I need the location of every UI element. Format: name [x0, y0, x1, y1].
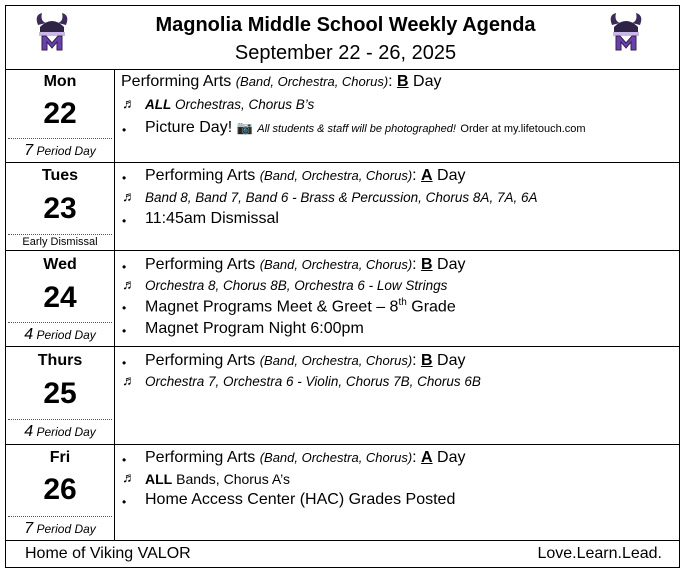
period-label: Period Day	[36, 425, 96, 439]
music-group-line-tues: Band 8, Band 7, Band 6 - Brass & Percussion, Chorus 8A, 7A, 6A	[145, 190, 538, 205]
music-note-icon: ♬	[122, 469, 136, 485]
header-bottom-line	[5, 69, 680, 70]
day-number-mon: 22	[43, 97, 77, 130]
period-count: 7	[24, 520, 34, 537]
agenda-title: Magnolia Middle School Weekly Agenda	[155, 14, 536, 36]
row-divider-mon	[5, 162, 680, 163]
bullet-icon: •	[122, 495, 127, 509]
performing-arts-line-tues: Performing Arts (Band, Orchestra, Chorus): A Day	[145, 167, 466, 184]
border-bottom	[5, 567, 680, 568]
day-number-tues: 23	[43, 192, 77, 225]
footer-top-line	[5, 540, 680, 541]
music-group-line-wed: Orchestra 8, Chorus 8B, Orchestra 6 - Low Strings	[145, 278, 448, 293]
footer-motto-right: Love.Learn.Lead.	[537, 545, 662, 562]
bullet-icon: •	[122, 123, 127, 137]
magnet-meet-greet-line: Magnet Programs Meet & Greet – 8th Grade	[145, 297, 456, 316]
music-note-icon: ♬	[122, 95, 136, 111]
bullet-icon: •	[122, 301, 127, 315]
dotted-sep-wed	[8, 322, 112, 323]
period-count: 4	[24, 326, 34, 343]
magnet-night-line: Magnet Program Night 6:00pm	[145, 320, 364, 337]
period-label: Period Day	[36, 522, 96, 536]
day-number-thurs: 25	[43, 377, 77, 410]
camera-icon: 📷	[236, 120, 253, 135]
performing-arts-line-fri: Performing Arts (Band, Orchestra, Chorus): A Day	[145, 449, 466, 466]
row-divider-thurs	[5, 444, 680, 445]
bullet-icon: •	[122, 260, 127, 274]
music-group-line-thurs: Orchestra 7, Orchestra 6 - Violin, Chorus 7B, Chorus 6B	[145, 374, 481, 389]
day-note-thurs	[6, 423, 114, 441]
dismissal-line: 11:45am Dismissal	[145, 210, 279, 227]
dotted-sep-fri	[8, 516, 112, 517]
music-group-line-mon: ALL Orchestras, Chorus B’s	[145, 97, 315, 112]
day-note-tues: Early Dismissal	[22, 236, 98, 248]
border-right	[679, 5, 680, 568]
agenda-dates: September 22 - 26, 2025	[234, 42, 457, 64]
day-name-mon: Mon	[43, 73, 77, 90]
bullet-icon: •	[122, 171, 127, 185]
performing-arts-line-thurs: Performing Arts (Band, Orchestra, Chorus): B Day	[145, 352, 466, 369]
music-group-line-fri: ALL Bands, Chorus A’s	[145, 471, 290, 487]
day-number-wed: 24	[43, 281, 77, 314]
day-note-wed	[6, 326, 114, 344]
day-name-tues: Tues	[41, 167, 79, 184]
day-name-wed: Wed	[43, 256, 77, 273]
dotted-sep-thurs	[8, 419, 112, 420]
day-name-fri: Fri	[49, 449, 71, 466]
bullet-icon: •	[122, 324, 127, 338]
performing-arts-line-mon: Performing Arts (Band, Orchestra, Chorus): B Day	[121, 73, 442, 90]
bullet-icon: •	[122, 453, 127, 467]
period-label: Period Day	[36, 328, 96, 342]
dotted-sep-tues	[8, 234, 112, 235]
day-column-divider	[114, 69, 115, 541]
bullet-icon: •	[122, 214, 127, 228]
music-note-icon: ♬	[122, 188, 136, 204]
day-name-thurs: Thurs	[37, 352, 83, 369]
day-note-mon	[6, 142, 114, 160]
period-label: Period Day	[36, 144, 96, 158]
day-number-fri: 26	[43, 473, 77, 506]
border-top	[5, 5, 680, 6]
bullet-icon: •	[122, 356, 127, 370]
day-note-fri	[6, 520, 114, 538]
period-count: 7	[24, 142, 34, 159]
row-divider-tues	[5, 250, 680, 251]
music-note-icon: ♬	[122, 276, 136, 292]
music-note-icon: ♬	[122, 372, 136, 388]
dotted-sep-mon	[8, 138, 112, 139]
row-divider-wed	[5, 346, 680, 347]
hac-grades-line: Home Access Center (HAC) Grades Posted	[145, 491, 456, 508]
footer-motto-left: Home of Viking VALOR	[25, 545, 191, 562]
performing-arts-line-wed: Performing Arts (Band, Orchestra, Chorus): B Day	[145, 256, 466, 273]
period-count: 4	[24, 423, 34, 440]
picture-day-line: Picture Day! 📷 All students & staff will be photographed! Order at my.lifetouch.com	[145, 119, 586, 136]
